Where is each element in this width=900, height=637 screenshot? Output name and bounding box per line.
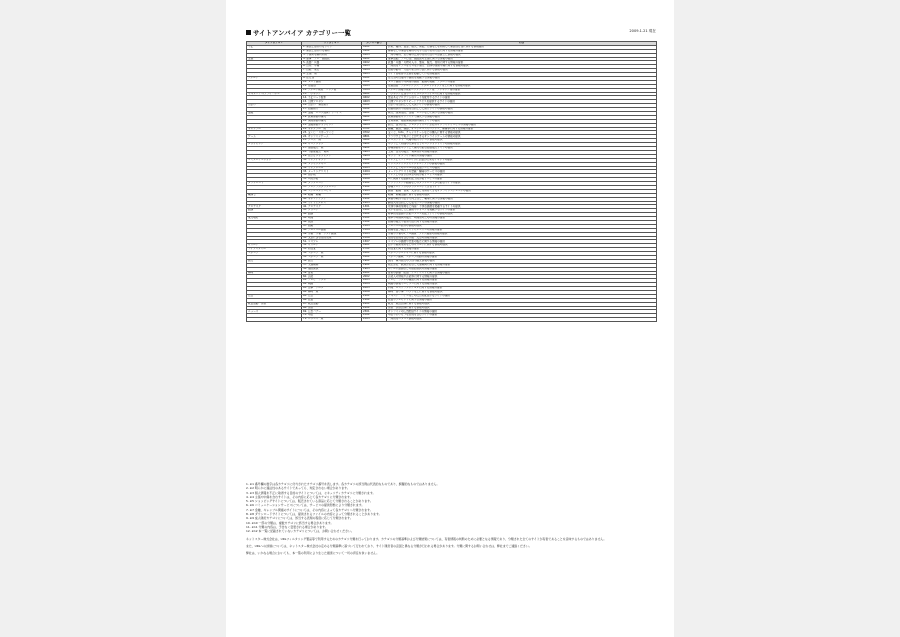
note-item: 5. ※5 ショッピングサイトについては、販売されている商品に応じて分類されることがあります。 — [246, 499, 373, 504]
content-cell: 宗教・宗教団体に関する情報の提供 — [387, 306, 657, 310]
main-category-cell: 成人嗜好 — [247, 217, 302, 221]
main-category-cell: 旅行 — [247, 259, 302, 263]
content-cell: 音楽の試聴・配信・アーティストに関する情報の提供 — [387, 271, 657, 275]
sub-category-cell: 57. 交通機関 — [302, 263, 362, 267]
sub-category-cell: 65. 広告 — [302, 294, 362, 298]
content-cell: 公開プロキシやリモートアクセスを提供するサイトの提供 — [387, 100, 657, 104]
category-number-cell: 2102 — [362, 298, 387, 302]
content-cell: 土地・住宅の販売・賃貸物件の情報の提供 — [387, 150, 657, 154]
main-category-cell: ダウンロード — [247, 182, 302, 186]
category-number-cell: 1002 — [362, 162, 387, 166]
sub-category-cell: 10. ヌード画像 — [302, 80, 362, 84]
content-cell: 悪意あるプログラムのコードを配布するサイトの提供 — [387, 96, 657, 100]
content-cell: 詐欺、賭博、賞金、殺人、脅迫、売春などを利用して違法な行為に関する情報提供 — [387, 45, 657, 49]
notes-section — [246, 482, 656, 555]
sub-category-cell: 52. オカルト — [302, 244, 362, 248]
content-cell: ソフトウェアや動画などのダウンロードが可能なサイトの提供 — [387, 182, 657, 186]
content-cell: 資格の取得や語学力向上など、職業に関する情報の提供 — [387, 197, 657, 201]
category-number-cell: 1004 — [362, 170, 387, 174]
sub-category-cell: 60. 芸能 — [302, 275, 362, 279]
column-header-main-category: メインカテゴリ — [247, 42, 302, 46]
content-cell: 画像・動画・音楽・文書などを保存できるオンラインストレージの提供 — [387, 189, 657, 193]
content-cell: 料理・レストランやグルメに関する情報の提供 — [387, 287, 657, 291]
category-number-cell: 1202 — [362, 197, 387, 201]
category-number-cell: 1505 — [362, 232, 387, 236]
category-number-cell: 0304 — [362, 88, 387, 92]
category-number-cell: 1501 — [362, 217, 387, 221]
category-number-cell: 0901 — [362, 143, 387, 147]
category-number-cell: 1902 — [362, 263, 387, 267]
sub-category-cell: 34. 掲示板 — [302, 174, 362, 178]
sub-category-cell: 18. 金融・ローン投資アドバイス — [302, 112, 362, 116]
sub-category-cell: 9. 性行為 — [302, 77, 362, 81]
note-item: 3. ※3 個人情報を不正に取得する目的のサイトについては、セキュリティカテゴリに分類されます。 — [246, 490, 376, 495]
main-category-cell: ゲーム — [247, 135, 302, 139]
note-item: 9. ※9 成人嗜好カテゴリについては、該当する表現の程度に応じて分類されます。 — [246, 516, 353, 521]
content-cell: 酒類を扱う販売サイトやメーカーの情報の提供 — [387, 228, 657, 232]
disclaimer-paragraph: また、URLへの評価については、ネットスター株式会社の定める分類基準に基づいて行われており、サイト運営者の意図と異なる分類が行われる場合があります。分類に関するお問い合わせは、弊社までご連絡ください。 — [246, 543, 532, 548]
note-item: 2. ※2 明らかに違法性のあるサイトであっても、判定されない場合があります。 — [246, 486, 350, 491]
sub-category-cell: 16. 出会い・異性紹介 — [302, 104, 362, 108]
sub-category-cell: 14. 不正コード配布 — [302, 96, 362, 100]
main-category-cell: オカルト — [247, 244, 302, 248]
disclaimer-paragraph: ネットスター株式会社は、URLフィルタリング製品等で利用するためのカテゴリ分類を行っております。カテゴリの分類基準および分類結果については、有害情報の判断のために必要となる情報であり、分類された全てのサイトが有害であることを意味するものではありません。 — [246, 536, 607, 541]
content-cell: 同性愛に関する情報の提供 — [387, 248, 657, 252]
category-number-cell: 1504 — [362, 228, 387, 232]
sub-category-cell: 25. ゲーム一般 — [302, 139, 362, 143]
content-cell: スポーツ観戦・スポーツ用品の情報の提供 — [387, 255, 657, 259]
sub-category-cell: 8. 主張一般 — [302, 73, 362, 77]
sub-category-cell: 70. 卑語 — [302, 314, 362, 318]
content-cell: 芸能人の情報や芸能界に関する情報の提供 — [387, 275, 657, 279]
main-category-cell: グロテスク — [247, 205, 302, 209]
category-number-cell: 0602 — [362, 115, 387, 119]
content-cell: 転職・就職活動に関する情報の提供 — [387, 193, 657, 197]
sub-category-cell: 28. 不動産販売・賃貸 — [302, 150, 362, 154]
sub-category-cell: 64. 趣味一般 — [302, 291, 362, 295]
category-number-cell: 0801 — [362, 135, 387, 139]
sub-category-cell: 12. アダルト検索・リンク集 — [302, 88, 362, 92]
sub-category-cell: 19. 投資商品の購入 — [302, 115, 362, 119]
note-item: 12. ※12 本一覧に記載されていないカテゴリについては、お問い合わせください。 — [246, 529, 354, 534]
content-cell: ウェブ上でリアルタイムに会話が出来るチャットの提供 — [387, 158, 657, 162]
category-number-cell: 1005 — [362, 174, 387, 178]
sub-category-cell: 58. 宿泊施設 — [302, 267, 362, 271]
category-number-cell: 1001 — [362, 158, 387, 162]
sub-category-cell: 1. 違法と思われるサイト — [302, 45, 362, 49]
category-number-cell: 1506 — [362, 236, 387, 240]
main-category-cell: ライフスタイル — [247, 248, 302, 252]
main-category-cell: コミュニケーション — [247, 158, 302, 162]
category-number-cell: 0904 — [362, 154, 387, 158]
category-number-cell: 1203 — [362, 201, 387, 205]
sub-category-cell: 38. ストレージサービス — [302, 189, 362, 193]
note-item: 6. ※6 コミュニケーションサービスについては、サービスの提供形態により分類されます。 — [246, 503, 365, 508]
category-number-cell: 0103 — [362, 53, 387, 57]
category-number-cell: 0401 — [362, 92, 387, 96]
category-number-cell: 0204 — [362, 69, 387, 73]
content-cell: 各種商品をネット上で購入可能な通信販売サイトの提供 — [387, 147, 657, 151]
content-cell: 卑語やわいせつな表現を含むサイトの提供 — [387, 314, 657, 318]
content-cell: 一般的なマナーを守らない個人・団体の誹謗中傷に関する情報の提供 — [387, 65, 657, 69]
content-cell: 宝くじ、toto、チャンスゲームなどの購入に関する情報の提供 — [387, 131, 657, 135]
content-cell: 競輪、競馬、競艇、オートレースやパチンコ、麻雀等に関する情報の提供 — [387, 127, 657, 131]
content-cell: オンラインの広告配信サイトの情報の提供 — [387, 310, 657, 314]
main-category-cell — [247, 318, 302, 322]
sub-category-cell: 20. 保険商品の購入 — [302, 119, 362, 123]
category-table-body — [247, 45, 657, 321]
category-number-cell: 0402 — [362, 96, 387, 100]
document-title-text: サイトアンバイア カテゴリー一覧 — [253, 29, 351, 37]
category-number-cell: 2202 — [362, 306, 387, 310]
category-number-cell: 1101 — [362, 182, 387, 186]
document-date: 2009.1.21 現在 — [629, 29, 656, 33]
category-number-cell: 2303 — [362, 318, 387, 322]
sub-category-cell: 59. 音楽 — [302, 271, 362, 275]
category-number-cell: 2003 — [362, 279, 387, 283]
document-header — [246, 28, 656, 38]
content-cell: ヌード画像や写真集の画像・動画の掲載・アダルトの提供 — [387, 80, 657, 84]
category-number-cell: 0603 — [362, 119, 387, 123]
content-cell: ウェブ上の書き込み型の掲示板サービスの提供 — [387, 174, 657, 178]
sub-category-cell: 62. 映画 — [302, 283, 362, 287]
category-number-cell: 1402 — [362, 213, 387, 217]
main-category-cell: アダルト — [247, 77, 302, 81]
category-number-cell: 0601 — [362, 112, 387, 116]
category-number-cell: 1503 — [362, 224, 387, 228]
content-cell: 懸賞やプレゼントに関する情報の提供 — [387, 298, 657, 302]
content-cell: 軍事活動、テロ行為、過激派の主張に関する情報の提供 — [387, 57, 657, 61]
content-cell: 各種プログラムのダウンロードできるサイト — [387, 185, 657, 189]
sub-category-cell: 40. キャリアアップ — [302, 197, 362, 201]
content-cell: ホテルや旅館などの宿泊施設の情報の提供 — [387, 267, 657, 271]
content-cell: 死体や事故現場など残虐・不快な画像を掲載するサイトの提供 — [387, 205, 657, 209]
category-number-cell: 0902 — [362, 147, 387, 151]
main-category-cell: 主張 — [247, 57, 302, 61]
content-cell: ハッキング行為やコンピューターウイルスに関する情報の提供 — [387, 92, 657, 96]
main-category-cell: 出会い — [247, 104, 302, 108]
category-number-cell: 0802 — [362, 139, 387, 143]
category-number-cell: 2002 — [362, 275, 387, 279]
category-number-cell: 1301 — [362, 205, 387, 209]
sub-category-cell: 44. 話題 — [302, 213, 362, 217]
category-number-cell: 1903 — [362, 267, 387, 271]
sub-category-cell: 15. 公開プロキシ — [302, 100, 362, 104]
category-number-cell: 0203 — [362, 65, 387, 69]
main-category-cell: 職探し — [247, 193, 302, 197]
content-cell: 笑いを目的とした画像やジョークを掲載するサイトの提供 — [387, 209, 657, 213]
content-cell: スポーツやレジャーに関する情報の提供 — [387, 252, 657, 256]
category-number-cell: 0202 — [362, 61, 387, 65]
note-item: 4. ※4 主張や中傷を含むサイトは、その内容に応じて各カテゴリに分類されます。 — [246, 494, 353, 499]
category-table — [246, 41, 657, 322]
sub-category-cell: 35. IT掲示板 — [302, 178, 362, 182]
main-category-cell: 不正 — [247, 45, 302, 49]
category-number-cell: 0403 — [362, 100, 387, 104]
content-cell: 銀行、証券会社、クレジットカード会社のオンラインサービスの情報の提供 — [387, 123, 657, 127]
sub-category-cell: 61. テレビ・ラジオ — [302, 279, 362, 283]
category-number-cell: 2302 — [362, 314, 387, 318]
content-cell: サイト管理者の主張を掲載している情報提供 — [387, 73, 657, 77]
content-cell: 一般的なニュース情報の提供 — [387, 318, 657, 322]
content-cell: 麻薬などの違法な薬物の入手方法や使用方法に関する情報の提供 — [387, 49, 657, 53]
content-cell: アダルト情報の検索エンジンやリンク集・ランキング集の提供 — [387, 88, 657, 92]
content-cell: メーリングリストの登録・解除のサービスの提供 — [387, 170, 657, 174]
sub-category-cell: 2. 違法と思われる薬物 — [302, 49, 362, 53]
sub-category-cell: 51. コスプレ — [302, 240, 362, 244]
content-cell: 結婚相談所や結婚を目的とした紹介サイトの情報の提供 — [387, 108, 657, 112]
sub-category-cell: 68. 宗教 — [302, 306, 362, 310]
column-header-sub-category: サブカテゴリ — [302, 42, 362, 46]
category-number-cell: 1003 — [362, 166, 387, 170]
category-number-cell: 2201 — [362, 302, 387, 306]
content-cell: 酒類の販売や製造方法に関する情報の提供 — [387, 220, 657, 224]
sub-category-cell: 17. 結婚紹介 — [302, 108, 362, 112]
document-title — [246, 28, 351, 37]
content-cell: アルコール飲料の情報の提供 — [387, 224, 657, 228]
category-number-cell: 1802 — [362, 255, 387, 259]
category-number-cell: 1502 — [362, 220, 387, 224]
sub-category-cell: 49. 水着・下着・フェチ画像 — [302, 232, 362, 236]
sub-category-cell: 23. 宝くじ・スポーツくじ — [302, 131, 362, 135]
sub-category-cell: 41. サイドビジネス — [302, 201, 362, 205]
main-category-cell: 金融 — [247, 112, 302, 116]
content-cell: ゲームソフト・攻略の紹介やゲーム情報の提供 — [387, 139, 657, 143]
note-item: 8. ※8 ダウンロードサイトについては、提供されるファイルの内容によって分類されることがあります。 — [246, 512, 382, 517]
sub-category-cell: 37. プログラムダウンロード — [302, 185, 362, 189]
content-cell: テキスト・バナーなどの広告を配信するサイトの提供 — [387, 294, 657, 298]
note-item: 10. ※10 一部の分類は、複数カテゴリに該当する場合があります。 — [246, 520, 334, 525]
column-header-category-number: カテゴリ番号 — [362, 42, 387, 46]
sub-category-cell: 69. 広告バナー — [302, 310, 362, 314]
category-number-cell: 1401 — [362, 209, 387, 213]
category-number-cell: 1701 — [362, 248, 387, 252]
category-number-cell: 0302 — [362, 80, 387, 84]
main-category-cell: スポーツ — [247, 252, 302, 256]
sub-category-cell: 33. メーリングリスト — [302, 170, 362, 174]
main-category-cell: 趣味 — [247, 271, 302, 275]
sub-category-cell: 3. 不適切な薬物利用 — [302, 53, 362, 57]
category-number-cell: 1801 — [362, 252, 387, 256]
category-number-cell: 2101 — [362, 294, 387, 298]
sub-category-cell: 54. スポーツ一般 — [302, 252, 362, 256]
sub-category-cell: 53. 同性愛 — [302, 248, 362, 252]
content-cell: テレビ・ラジオの番組に関する情報の提供 — [387, 279, 657, 283]
sub-category-cell: 43. ジョーク — [302, 209, 362, 213]
sub-category-cell: 56. 旅行 — [302, 259, 362, 263]
document-page — [226, 0, 674, 637]
sub-category-cell: 71. ニュース一般 — [302, 318, 362, 322]
category-number-cell: 1006 — [362, 178, 387, 182]
sub-category-cell: 36. ダウンロード — [302, 182, 362, 186]
content-cell: 占いや超常現象などのオカルトに関する情報の提供 — [387, 244, 657, 248]
sub-category-cell: 6. 告発・中傷 — [302, 65, 362, 69]
category-number-cell: 2301 — [362, 310, 387, 314]
content-cell: 煙草や喫煙具の販売・喫煙者のための情報の提供 — [387, 217, 657, 221]
category-number-cell: 0903 — [362, 150, 387, 154]
main-category-cell: ショッピング — [247, 143, 302, 147]
sub-category-cell: 55. スポーツ一般 — [302, 255, 362, 259]
category-number-cell: 0604 — [362, 123, 387, 127]
sub-category-cell: 21. 金融商品ショッピング — [302, 123, 362, 127]
sub-category-cell: 48. アルコール製品 — [302, 228, 362, 232]
sub-category-cell: 46. 飲酒 — [302, 220, 362, 224]
content-cell: 航空会社・鉄道会社など交通機関に関する情報の提供 — [387, 263, 657, 267]
sub-category-cell: 11. 性風俗 — [302, 84, 362, 88]
category-number-cell: 0102 — [362, 49, 387, 53]
sub-category-cell: 63. 食事・グルメ — [302, 287, 362, 291]
content-cell: 水着や下着のモデル画像・フェチ画像の情報の提供 — [387, 232, 657, 236]
content-cell: 性風俗店・アダルトグッズ・アダルトショップなどに関する情報の提供 — [387, 84, 657, 88]
content-cell: インスタントメッセンジャーソフトの情報の提供 — [387, 162, 657, 166]
main-category-cell: セキュリティ/プライバシー — [247, 92, 302, 96]
sub-category-cell: 67. 政治活動 — [302, 302, 362, 306]
category-number-cell: 1103 — [362, 189, 387, 193]
content-cell: 一般の薬物、処方薬の正規の使用方法から逸脱した情報の提供 — [387, 53, 657, 57]
category-number-cell: 0101 — [362, 45, 387, 49]
main-category-cell: 広告 — [247, 294, 302, 298]
sub-category-cell: 47. 酒類 — [302, 224, 362, 228]
sub-category-cell: 5. 武器・兵器 — [302, 61, 362, 65]
sub-category-cell: 42. グロテスク — [302, 205, 362, 209]
sub-category-cell: 30. ウェブチャット — [302, 158, 362, 162]
category-number-cell: 1901 — [362, 259, 387, 263]
content-cell: ネット上で物品の売買を行うオークションサイトの情報の提供 — [387, 143, 657, 147]
sub-category-cell: 24. オンラインゲーム — [302, 135, 362, 139]
table-row — [247, 318, 657, 322]
category-number-cell: 1102 — [362, 185, 387, 189]
sub-category-cell: 32. ウェブメール — [302, 166, 362, 170]
content-cell: 時事的な話題や芸能ニュースを扱うサイトの情報の提供 — [387, 213, 657, 217]
disclaimer-paragraph: 弊社は、いかなる場合においても、本一覧の利用により生じた損害について一切の責任を負いません。 — [246, 551, 380, 556]
sub-category-cell: 29. 官公庁ショッピング — [302, 154, 362, 158]
note-item: 11. ※11 分類の内容は、予告なく変更される場合があります。 — [246, 524, 328, 529]
category-number-cell: 0301 — [362, 77, 387, 81]
sub-category-cell: 39. 転職・就職 — [302, 193, 362, 197]
content-cell: 性行為の性描写や画像を掲載する情報の提供 — [387, 77, 657, 81]
content-cell: 映画の情報やレビューに関する情報の提供 — [387, 283, 657, 287]
sub-category-cell: 31. メッセンジャー — [302, 162, 362, 166]
category-number-cell: 0502 — [362, 108, 387, 112]
category-number-cell: 1201 — [362, 193, 387, 197]
column-header-content: 内容 — [387, 42, 657, 46]
content-cell: 性的な表現を含む小説・文章の情報の提供 — [387, 236, 657, 240]
sub-category-cell: 22. ギャンブル一般 — [302, 127, 362, 131]
sub-category-cell: 50. 文章による性的表現 — [302, 236, 362, 240]
category-number-cell: 2004 — [362, 283, 387, 287]
category-number-cell: 2006 — [362, 291, 387, 295]
content-cell: 副収入を目的とした在宅ワークの情報の提供 — [387, 201, 657, 205]
category-number-cell: 0501 — [362, 104, 387, 108]
category-number-cell: 0701 — [362, 127, 387, 131]
content-cell: 自殺の勧め・方法や家出の方法に関する情報の提供 — [387, 69, 657, 73]
content-cell: 株式、投資信託、金融・ローンなどに関する情報の提供 — [387, 112, 657, 116]
note-item: 1. ※1 番号欄の数字は各カテゴリに付与されたカテゴリ番号を表します。各カテゴリの該当例は代表的なものであり、網羅的なものではありません。 — [246, 482, 440, 486]
content-cell: コスプレの画像や衣装の販売に関する情報の提供 — [387, 240, 657, 244]
category-number-cell: 2005 — [362, 287, 387, 291]
content-cell: ITに関連する話題を扱う掲示板サービスの提供 — [387, 178, 657, 182]
main-category-cell: 政治活動・宗教 — [247, 302, 302, 306]
content-cell: 出会いを目的とした交流サイトの情報の提供 — [387, 104, 657, 108]
content-cell: ブラウザ上で遊ぶことができるオンラインゲームの情報の提供 — [387, 135, 657, 139]
sub-category-cell: 45. 喫煙 — [302, 217, 362, 221]
note-item: 7. ※7 金融、ギャンブル関連のサイトについては、その内容によって各カテゴリへ分類されます。 — [246, 507, 373, 512]
main-category-cell: ニュース — [247, 310, 302, 314]
content-cell: ウェブ上でのメールの送受信サービスの提供 — [387, 166, 657, 170]
content-cell: 投資商品をオンラインで購入する情報の提供 — [387, 115, 657, 119]
category-number-cell: 0205 — [362, 73, 387, 77]
category-number-cell: 2001 — [362, 271, 387, 275]
sub-category-cell: 7. 自殺・家出 — [302, 69, 362, 73]
content-cell: 生命保険・損害保険商品の購入サイトの提供 — [387, 119, 657, 123]
category-number-cell: 0303 — [362, 84, 387, 88]
sub-category-cell: 66. 懸賞 — [302, 298, 362, 302]
content-cell: 国内・海外旅行の予約や観光情報の提供 — [387, 259, 657, 263]
sub-category-cell: 26. オークション — [302, 143, 362, 147]
category-number-cell: 1601 — [362, 244, 387, 248]
main-category-cell: ギャンブル — [247, 127, 302, 131]
category-number-cell: 1507 — [362, 240, 387, 244]
category-number-cell: 0201 — [362, 57, 387, 61]
sub-category-cell: 13. ハッキング — [302, 92, 362, 96]
content-cell: 政党・政治団体に関する情報の提供 — [387, 302, 657, 306]
content-cell: 趣味・習い事・ペットなどに関する情報の提供 — [387, 291, 657, 295]
sub-category-cell: 4. 軍事・テロ・過激派 — [302, 57, 362, 61]
category-number-cell: 0702 — [362, 131, 387, 135]
square-bullet-icon — [246, 30, 251, 35]
main-category-cell: 話題 — [247, 209, 302, 213]
sub-category-cell: 27. 通信販売一般 — [302, 147, 362, 151]
content-cell: 武器・兵器・刃物の入手、製造、販売、使用に関する情報の提供 — [387, 61, 657, 65]
content-cell: ギフト・オンライン購入の情報の提供 — [387, 154, 657, 158]
